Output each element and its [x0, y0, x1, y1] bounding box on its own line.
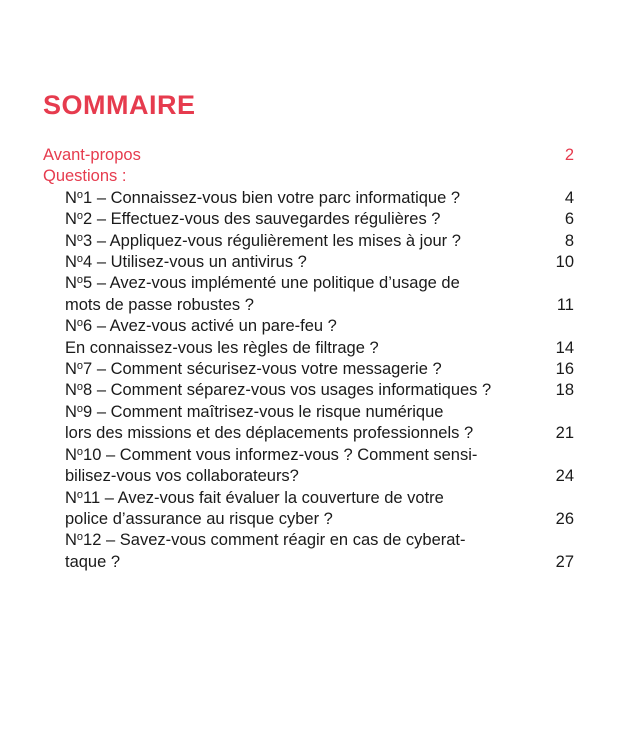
- toc-section-label: Questions :: [43, 167, 127, 186]
- toc-entry-line: [65, 402, 534, 423]
- toc-entry-label: [65, 488, 534, 531]
- question-number-superscript: o: [76, 488, 84, 501]
- toc-entry-label: [65, 252, 534, 273]
- question-number: 9: [83, 402, 93, 421]
- question-number: 8: [83, 381, 93, 400]
- toc-entry-text: – Comment vous informez-vous ? Comment sensi-: [106, 445, 478, 464]
- toc-entry-text: police d’assurance au risque cyber ?: [65, 509, 333, 528]
- toc-entry-question-3[interactable]: [43, 231, 574, 252]
- toc-entry-text: – Avez-vous fait évaluer la couverture de votre: [104, 488, 444, 507]
- page-title: SOMMAIRE: [43, 90, 196, 121]
- question-number-superscript: o: [76, 317, 84, 330]
- toc-entry-question-5[interactable]: [43, 273, 574, 316]
- toc-entry-label: [65, 273, 534, 316]
- toc-entry-line: [65, 509, 534, 530]
- toc-entry-text: mots de passe robustes ?: [65, 295, 254, 314]
- toc-entry-text: – Savez-vous comment réagir en cas de cyberat-: [106, 531, 466, 550]
- toc-entry-line: [65, 231, 534, 252]
- toc-entry-label: [65, 380, 534, 401]
- toc-entry-text: – Avez-vous activé un pare-feu ?: [96, 317, 337, 336]
- toc-entry-label: [65, 209, 534, 230]
- toc-entry-avant-propos[interactable]: [43, 145, 574, 166]
- toc-entry-question-10[interactable]: [43, 445, 574, 488]
- toc-entry-line: [65, 338, 534, 359]
- toc-entry-line: [65, 488, 534, 509]
- question-number-prefix: N: [65, 381, 77, 400]
- toc-entry-text: taque ?: [65, 552, 121, 571]
- toc-entry-text: En connaissez-vous les règles de filtrage ?: [65, 338, 379, 357]
- toc-entry-page: 24: [555, 467, 574, 486]
- question-number: 6: [83, 317, 93, 336]
- toc-entry-page: 27: [555, 552, 574, 571]
- toc-entry-question-11[interactable]: [43, 488, 574, 531]
- toc-entry-text: bilisez-vous vos collaborateurs?: [65, 467, 299, 486]
- toc-entry-text: – Comment sécurisez-vous votre messagerie ?: [96, 360, 442, 379]
- question-number-prefix: N: [65, 445, 77, 464]
- toc-entry-page: 11: [556, 295, 574, 314]
- toc-entry-question-9[interactable]: [43, 402, 574, 445]
- toc-entry-question-8[interactable]: [43, 380, 574, 401]
- question-number-prefix: N: [65, 253, 77, 272]
- toc-entry-line: [65, 188, 534, 209]
- toc-entry-question-12[interactable]: [43, 530, 574, 573]
- question-number-prefix: N: [65, 231, 77, 250]
- toc-entry-page: 26: [555, 509, 574, 528]
- toc-entry-line: [65, 552, 534, 573]
- question-number: 2: [83, 210, 93, 229]
- toc-entry-label: [65, 530, 534, 573]
- toc-entry-page: 18: [555, 381, 574, 400]
- toc-entry-line: [65, 445, 534, 466]
- question-number-superscript: o: [76, 274, 84, 287]
- toc-entry-page: 2: [564, 146, 574, 164]
- toc-entry-text: – Effectuez-vous des sauvegardes régulières ?: [96, 210, 441, 229]
- question-number-superscript: o: [76, 360, 84, 373]
- toc-entry-page: 14: [555, 338, 574, 357]
- toc-entry-line: [65, 423, 534, 444]
- toc-entry-page: 10: [555, 253, 574, 272]
- toc-entry-line: [65, 380, 534, 401]
- toc-entry-text: – Connaissez-vous bien votre parc informatique ?: [96, 188, 461, 207]
- toc-entry-question-7[interactable]: [43, 359, 574, 380]
- toc-entry-label: [65, 445, 534, 488]
- toc-entry-text: – Comment maîtrisez-vous le risque numérique: [96, 402, 444, 421]
- question-number-prefix: N: [65, 360, 77, 379]
- toc-entry-line: [65, 252, 534, 273]
- toc-entry-text: – Comment séparez-vous vos usages informatiques ?: [96, 381, 492, 400]
- toc-entry-question-2[interactable]: [43, 209, 574, 230]
- toc-entry-text: – Avez-vous implémenté une politique d’usage de: [96, 274, 460, 293]
- question-number-prefix: N: [65, 188, 77, 207]
- toc-entry-page: 6: [564, 210, 574, 229]
- question-number: 10: [83, 445, 102, 464]
- question-number: 12: [83, 531, 102, 550]
- toc-entry-question-1[interactable]: [43, 188, 574, 209]
- toc-entry-line: [65, 316, 534, 337]
- question-number-superscript: o: [76, 381, 84, 394]
- toc-entry-line: [65, 273, 534, 294]
- question-number-superscript: o: [76, 210, 84, 223]
- question-number-prefix: N: [65, 274, 77, 293]
- question-number-superscript: o: [76, 253, 84, 266]
- question-number-superscript: o: [76, 231, 84, 244]
- question-number-superscript: o: [76, 402, 84, 415]
- question-list: [43, 188, 574, 573]
- toc-entry-page: 4: [564, 188, 574, 207]
- toc-entry-question-4[interactable]: [43, 252, 574, 273]
- toc-section-questions: [43, 166, 574, 187]
- toc-entry-label: [65, 402, 534, 445]
- question-number-superscript: o: [76, 531, 84, 544]
- question-number-prefix: N: [65, 210, 77, 229]
- toc-entry-line: [65, 530, 534, 551]
- question-number: 11: [83, 488, 101, 507]
- toc-entry-text: – Utilisez-vous un antivirus ?: [96, 253, 307, 272]
- toc-entry-text: lors des missions et des déplacements professionnels ?: [65, 424, 474, 443]
- question-number: 1: [83, 188, 93, 207]
- toc-entry-line: [65, 359, 534, 380]
- question-number: 7: [83, 360, 93, 379]
- toc-entry-page: 16: [555, 360, 574, 379]
- question-number-prefix: N: [65, 402, 77, 421]
- question-number-prefix: N: [65, 531, 77, 550]
- toc-entry-line: [65, 295, 534, 316]
- toc-entry-page: 21: [555, 424, 574, 443]
- toc-entry-question-6[interactable]: [43, 316, 574, 359]
- toc-entry-line: [65, 466, 534, 487]
- question-number-prefix: N: [65, 317, 77, 336]
- question-number: 3: [83, 231, 93, 250]
- toc-entry-label: Avant-propos: [43, 146, 141, 164]
- toc-entry-label: [65, 188, 534, 209]
- toc-entry-label: [65, 231, 534, 252]
- toc-entry-label: [65, 359, 534, 380]
- toc-entry-text: – Appliquez-vous régulièrement les mises à jour ?: [96, 231, 461, 250]
- question-number: 4: [83, 253, 93, 272]
- question-number-superscript: o: [76, 445, 84, 458]
- toc-entry-line: [65, 209, 534, 230]
- question-number-superscript: o: [76, 188, 84, 201]
- toc-entry-page: 8: [564, 231, 574, 250]
- table-of-contents: [43, 145, 574, 573]
- toc-entry-label: [65, 316, 534, 359]
- question-number: 5: [83, 274, 93, 293]
- question-number-prefix: N: [65, 488, 77, 507]
